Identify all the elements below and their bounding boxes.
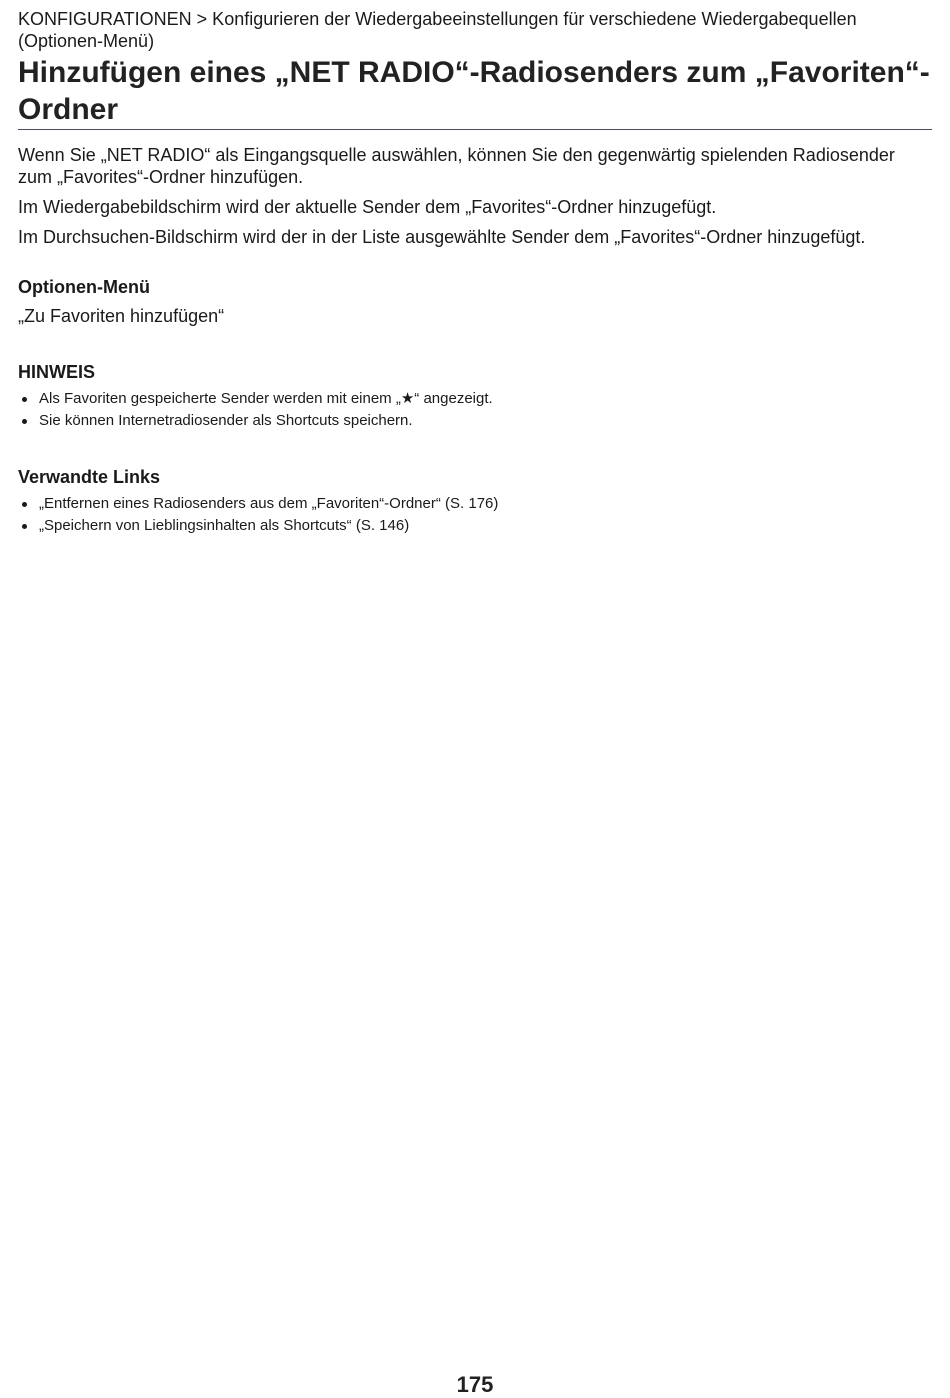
list-item[interactable] (18, 493, 932, 515)
related-link-shortcuts[interactable]: „Speichern von Lieblingsinhalten als Shortcuts“ (S. 146) (39, 517, 410, 534)
list-item (18, 410, 932, 432)
options-menu-text: „Zu Favoriten hinzufügen“ (18, 306, 225, 326)
intro-paragraph: Im Wiedergabebildschirm wird der aktuelle Sender dem „Favorites“-Ordner hinzugefügt. (18, 197, 717, 217)
page-title: Hinzufügen eines „NET RADIO“-Radiosenders zum „Favoriten“-Ordner (18, 54, 932, 130)
bullet-icon (22, 419, 27, 424)
options-menu-section (18, 276, 932, 327)
bullet-icon (22, 524, 27, 529)
note-heading: HINWEIS (18, 362, 96, 382)
bullet-icon (22, 502, 27, 507)
document-page (18, 8, 932, 537)
related-links-section (18, 466, 932, 537)
breadcrumb: KONFIGURATIONEN > Konfigurieren der Wiedergabeeinstellungen für verschiedene Wiedergabequellen (Optionen-Menü) (18, 9, 857, 51)
bullet-icon (22, 397, 27, 402)
note-section (18, 361, 932, 432)
note-item-text: Sie können Internetradiosender als Shortcuts speichern. (39, 412, 413, 429)
options-menu-heading: Optionen-Menü (18, 277, 150, 297)
page-number: 175 (456, 1372, 494, 1397)
intro-paragraph: Im Durchsuchen-Bildschirm wird der in der Liste ausgewählte Sender dem „Favorites“-Ordner hinzugefügt. (18, 227, 866, 247)
list-item (18, 388, 932, 410)
related-links-list (18, 493, 932, 537)
note-item-text: Als Favoriten gespeicherte Sender werden mit einem „★“ angezeigt. (39, 390, 493, 407)
related-links-heading: Verwandte Links (18, 467, 161, 487)
intro-paragraph: Wenn Sie „NET RADIO“ als Eingangsquelle auswählen, können Sie den gegenwärtig spielenden Radiosender zum „Favorites“-Ordner hinzufügen. (18, 145, 895, 187)
intro-section (18, 144, 932, 248)
related-link-remove-station[interactable]: „Entfernen eines Radiosenders aus dem „Favoriten“-Ordner“ (S. 176) (39, 495, 499, 512)
list-item[interactable] (18, 515, 932, 537)
note-list (18, 388, 932, 432)
